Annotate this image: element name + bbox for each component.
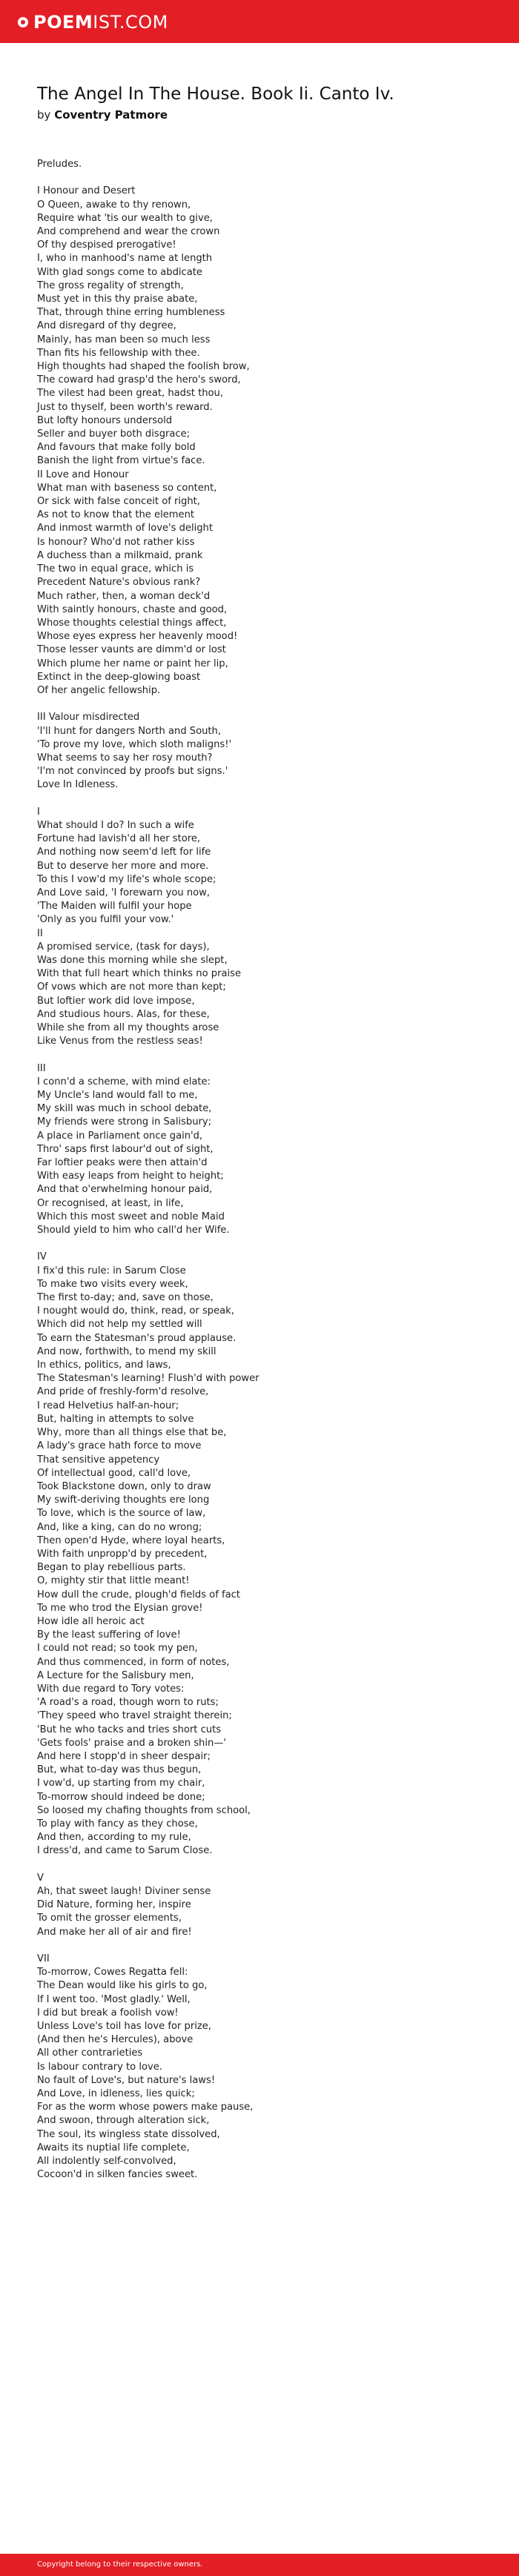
poem-container [37, 83, 482, 2182]
poem-title: The Angel In The House. Book Ii. Canto Iv. [37, 85, 394, 104]
author-link[interactable]: Coventry Patmore [54, 108, 168, 122]
site-footer [0, 2554, 519, 2576]
logo-text [33, 12, 168, 33]
logo-light-text: IST.COM [93, 12, 168, 33]
byline [37, 107, 482, 122]
logo-icon [18, 17, 28, 27]
site-logo[interactable] [18, 12, 168, 33]
logo-bold-text: POEM [33, 12, 93, 33]
copyright-notice: Copyright belong to their respective owners. [37, 2560, 203, 2569]
poem-text: Preludes. I Honour and Desert O Queen, awake to thy renown, Require what 'tis our wealth to give, And comprehend and wear the crown Of thy despised prerogative! I, who in manhood's name at length With glad songs come to abdicate The gross regality of strength, Must yet in this thy praise abate, That, through thine erring humbleness And disregard of thy degree, Mainly, has man been so much less Than fits his fellowship with thee. High thoughts had shaped the foolish brow, The coward had grasp'd the hero's sword, The vilest had been great, hadst thou, Just to thyself, been worth's reward. But lofty honours undersold Seller and buyer both disgrace; And favours that make folly bold Banish the light from virtue's face. II Love and Honour What man with baseness so content, Or sick with false conceit of right, As not to know that the element And inmost warmth of love's delight Is honour? Who'd not rather kiss A duchess than a milkmaid, prank The two in equal grace, which is Precedent Nature's obvious rank? Much rather, then, a woman deck'd With saintly honours, chaste and good, Whose thoughts celestial things affect, Whose eyes express her heavenly mood! Those lesser vaunts are dimm'd or lost Which plume her name or paint her lip, Extinct in the deep-glowing boast Of her angelic fellowship. III Valour misdirected 'I'll hunt for dangers North and South, 'To prove my love, which sloth maligns!' What seems to say her rosy mouth? 'I'm not convinced by proofs but signs.' Love In Idleness. I What should I do? In such a wife Fortune had lavish'd all her store, And nothing now seem'd left for life But to deserve her more and more. To this I vow'd my life's whole scope; And Love said, 'I forewarn you now, 'The Maiden will fulfil your hope 'Only as you fulfil your vow.' II A promised service, (task for days), Was done this morning while she slept, With that full heart which thinks no praise Of vows which are not more than kept; But loftier work did love impose, And studious hours. Alas, for these, While she from all my thoughts arose Like Venus from the restless seas! III I conn'd a scheme, with mind elate: My Uncle's land would fall to me, My skill was much in school debate, My friends were strong in Salisbury; A place in Parliament once gain'd, Thro' saps first labour'd out of sight, Far loftier peaks were then attain'd With easy leaps from height to height; And that o'erwhelming honour paid, Or recognised, at least, in life, Which this most sweet and noble Maid Should yield to him who call'd her Wife. IV I fix'd this rule: in Sarum Close To make two visits every week, The first to-day; and, save on those, I nought would do, think, read, or speak, Which did not help my settled will To earn the Statesman's proud applause. And now, forthwith, to mend my skill In ethics, politics, and laws, The Statesman's learning! Flush'd with power And pride of freshly-form'd resolve, I read Helvetius half-an-hour; But, halting in attempts to solve Why, more than all things else that be, A lady's grace hath force to move That sensitive appetency Of intellectual good, call'd love, Took Blackstone down, only to draw My swift-deriving thoughts ere long To love, which is the source of law, And, like a king, can do no wrong; Then open'd Hyde, where loyal hearts, With faith unpropp'd by precedent, Began to play rebellious parts. O, mighty stir that little meant! How dull the crude, plough'd fields of fact To me who trod the Elysian grove! How idle all heroic act By the least suffering of love! I could not read; so took my pen, And thus commenced, in form of notes, A Lecture for the Salisbury men, With due regard to Tory votes: 'A road's a road, though worn to ruts; 'They speed who travel straight therein; 'But he who tacks and tries short cuts 'Gets fools' praise and a broken shin—' And here I stopp'd in sheer despair; But, what to-day was thus begun, I vow'd, up starting from my chair, To-morrow should indeed be done; So loosed my chafing thoughts from school, To play with fancy as they chose, And then, according to my rule, I dress'd, and came to Sarum Close. V Ah, that sweet laugh! Diviner sense Did Nature, forming her, inspire To omit the grosser elements, And make her all of air and fire! VII To-morrow, Cowes Regatta fell: The Dean would like his girls to go, If I went too. 'Most gladly.' Well, I did but break a foolish vow! Unless Love's toil has love for prize, (And then he's Hercules), above All other contrarieties Is labour contrary to love. No fault of Love's, but nature's laws! And Love, in idleness, lies quick; For as the worm whose powers make pause, And swoon, through alteration sick, The soul, its wingless state dissolved, Awaits its nuptial life complete, All indolently self-convolved, Cocoon'd in silken fancies sweet. [37, 159, 260, 2181]
site-header [0, 0, 519, 43]
by-label: by [37, 108, 51, 122]
